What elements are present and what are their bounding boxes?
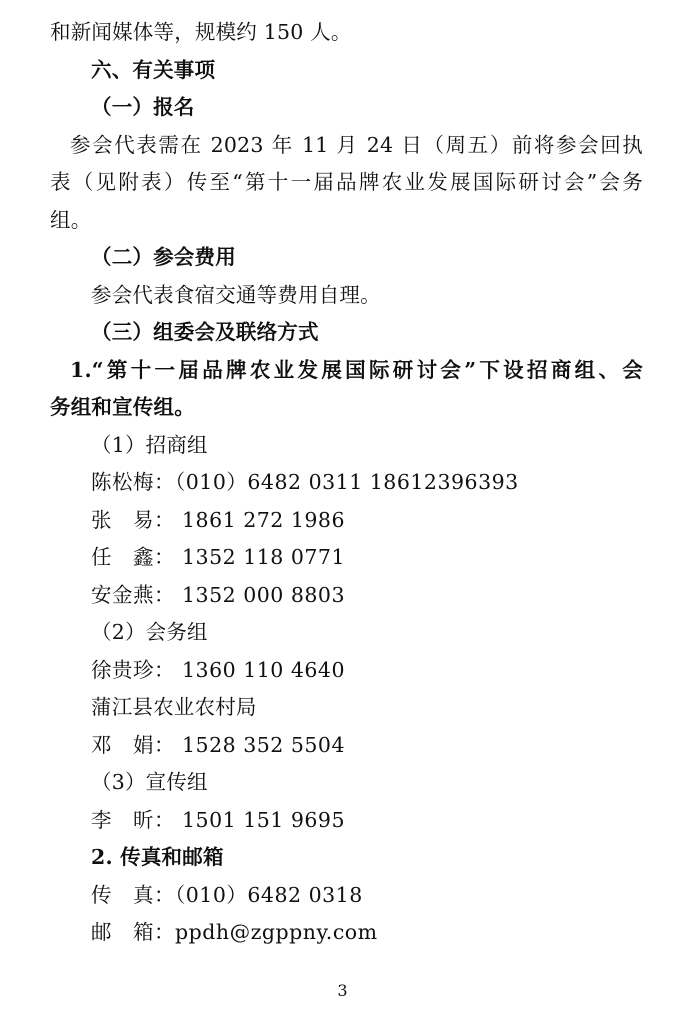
contact-line: 李 昕： 1501 151 9695	[91, 807, 346, 832]
section-heading-six: 六、有关事项	[91, 57, 216, 82]
subsection-heading-fees: （二）参会费用	[91, 245, 236, 269]
contact-line: 任 鑫： 1352 118 0771	[91, 545, 346, 569]
contact-line: 安金燕： 1352 000 8803	[91, 582, 346, 607]
paragraph-line: 参会代表需在 2023 年 11 月 24 日（周五）前将参会回执	[70, 132, 643, 157]
subsection-heading-committee: （三）组委会及联络方式	[91, 320, 319, 344]
paragraph-line: 组。	[50, 207, 92, 232]
group-heading-conference-affairs: （2）会务组	[91, 620, 208, 644]
organization-line: 蒲江县农业农村局	[91, 695, 257, 719]
page-number: 3	[337, 981, 348, 1000]
group-heading-investment: （1）招商组	[91, 432, 208, 457]
group-heading-publicity: （3）宣传组	[91, 770, 208, 794]
paragraph-line: 参会代表食宿交通等费用自理。	[91, 282, 381, 307]
contact-line: 张 易： 1861 272 1986	[91, 507, 346, 532]
subsection-heading-fax-email: 2. 传真和邮箱	[91, 845, 224, 869]
paragraph-line: 表（见附表）传至“第十一届品牌农业发展国际研讨会”会务	[50, 170, 643, 194]
contact-line: 陈松梅：（010）6482 0311 18612396393	[91, 470, 519, 494]
email-line: 邮 箱：ppdh@zgppny.com	[91, 920, 378, 944]
committee-intro-line: 1.“第十一届品牌农业发展国际研讨会”下设招商组、会	[70, 357, 643, 382]
subsection-heading-registration: （一）报名	[91, 95, 195, 119]
contact-line: 邓 娟： 1528 352 5504	[91, 732, 346, 757]
paragraph-line: 和新闻媒体等，规模约 150 人。	[50, 20, 352, 44]
contact-line: 徐贵珍： 1360 110 4640	[91, 657, 346, 682]
fax-line: 传 真：（010）6482 0318	[91, 882, 363, 907]
committee-intro-line: 务组和宣传组。	[50, 395, 195, 419]
